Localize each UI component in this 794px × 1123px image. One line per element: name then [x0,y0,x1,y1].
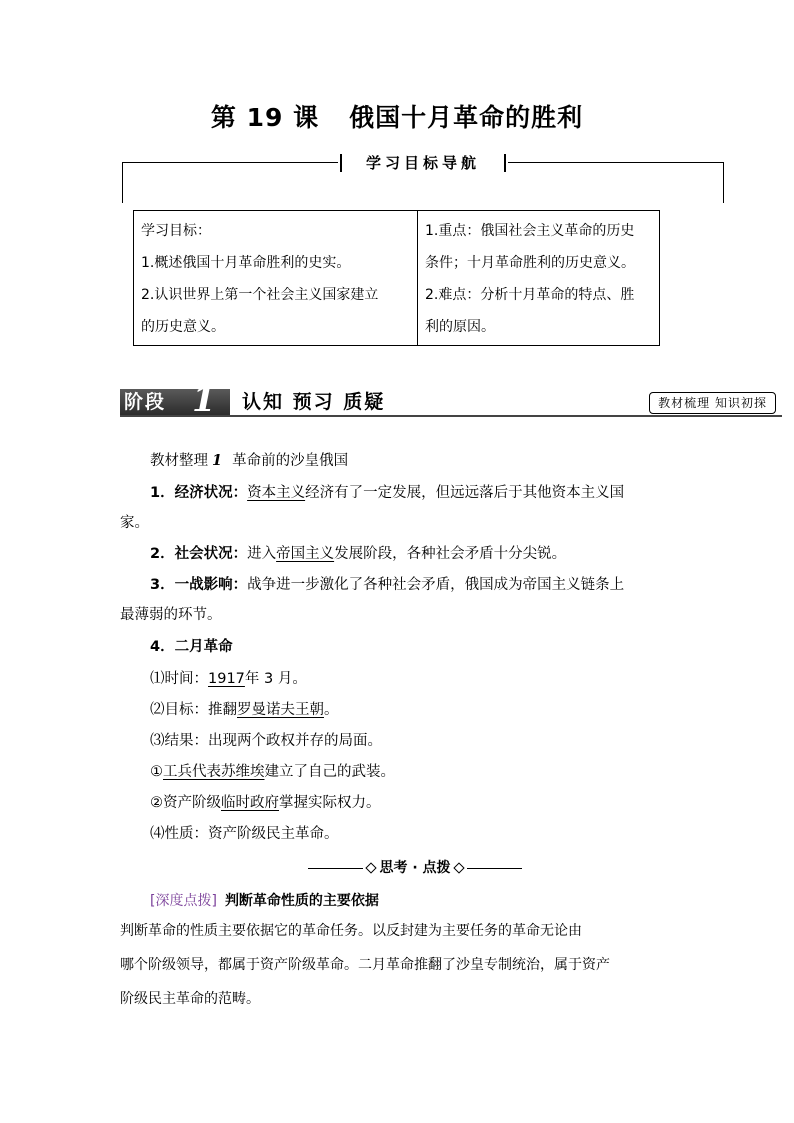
diamond-icon [366,862,377,873]
stage-caption: 认知 预习 质疑 [242,391,386,413]
item-number: 4． [150,639,175,655]
item-2 [150,542,566,563]
key-term: 1917 [208,671,245,687]
item-text: 年 3 月。 [244,671,307,687]
section-number: 1 [212,452,223,469]
think-divider [305,857,525,877]
sub-item-time [150,667,307,688]
item-heading: 经济状况： [174,485,248,501]
lesson-number: 第 19 课 [210,103,320,132]
item-1-continued: 家。 [120,515,149,531]
item-heading: 社会状况： [174,546,248,562]
item-text: 掌握实际权力。 [279,795,381,811]
section-label: 教材整理 [150,453,208,469]
item-heading: 二月革命 [174,639,233,655]
goals-table [133,210,660,346]
item-3-continued: 最薄弱的环节。 [120,607,222,623]
item-text: 进入 [247,546,277,562]
lesson-name: 俄国十月革命的胜利 [349,103,584,132]
item-text: ②资产阶级 [150,795,221,811]
item-3 [150,573,624,594]
item-heading: 一战影响： [174,577,248,593]
deep-point-paragraph [120,914,680,1016]
key-term: 临时政府 [221,795,279,811]
paragraph-line: 哪个阶级领导，都属于资产阶级革命。二月革命推翻了沙皇专制统治，属于资产 [120,957,610,973]
sub-item-goal [150,698,339,719]
key-term: 资本主义 [247,485,306,501]
goals-left-line: 1.概述俄国十月革命胜利的史实。 [141,255,351,271]
sub-item-nature: ⑷性质：资产阶级民主革命。 [150,826,339,842]
key-term: 工兵代表苏维埃 [163,764,265,780]
key-term: 罗曼诺夫王朝 [237,702,324,718]
goals-left-cell [134,211,418,345]
item-1 [150,481,624,502]
stage-number: 1 [192,380,216,420]
goals-right-line: 条件；十月革命胜利的历史意义。 [425,255,635,271]
item-number: 1． [150,485,175,501]
nav-title: 学习目标导航 [338,150,508,176]
deep-point-title: 判断革命性质的主要依据 [224,893,379,909]
goals-left-line: 2.认识世界上第一个社会主义国家建立 [141,287,379,303]
goals-right-line: 2.难点：分析十月革命的特点、胜 [425,287,635,303]
diamond-icon [453,862,464,873]
result-point-2 [150,791,381,812]
item-text: 发展阶段，各种社会矛盾十分尖锐。 [334,546,567,562]
stage-tag: 教材梳理 知识初探 [649,392,776,414]
paragraph-line: 判断革命的性质主要依据它的革命任务。以反封建为主要任务的革命无论由 [120,923,582,939]
item-text: ⑵目标：推翻 [150,702,237,718]
goals-left-line: 学习目标： [141,223,211,239]
item-number: 2． [150,546,175,562]
goals-right-cell [418,211,659,345]
sub-item-result: ⑶结果：出现两个政权并存的局面。 [150,733,382,749]
goals-right-line: 利的原因。 [425,319,495,335]
item-text: 经济有了一定发展，但远远落后于其他资本主义国 [305,485,625,501]
deep-point-label: [深度点拨] [150,893,217,909]
goals-left-line: 的历史意义。 [141,319,225,335]
result-point-1 [150,760,395,781]
item-text: 。 [324,702,339,718]
item-text: 建立了自己的武装。 [264,764,395,780]
section-heading [150,449,348,470]
item-text: ① [150,764,163,780]
divider-rule [308,868,363,869]
key-term: 帝国主义 [276,546,335,562]
paragraph-line: 阶级民主革命的范畴。 [120,991,260,1007]
section-title: 革命前的沙皇俄国 [232,453,349,469]
item-text: ⑴时间： [150,671,208,687]
stage-badge [120,380,230,420]
item-number: 3． [150,577,175,593]
item-text: 战争进一步激化了各种社会矛盾，俄国成为帝国主义链条上 [247,577,625,593]
stage-word: 阶段 [124,391,167,413]
item-4 [150,635,233,656]
divider-rule [467,868,522,869]
page-title [0,98,794,134]
stage-underline [120,415,782,417]
deep-point-heading [150,890,379,910]
divider-label: 思考 · 点拨 [379,860,451,876]
stage-bar [120,380,782,420]
goals-right-line: 1.重点：俄国社会主义革命的历史 [425,223,635,239]
